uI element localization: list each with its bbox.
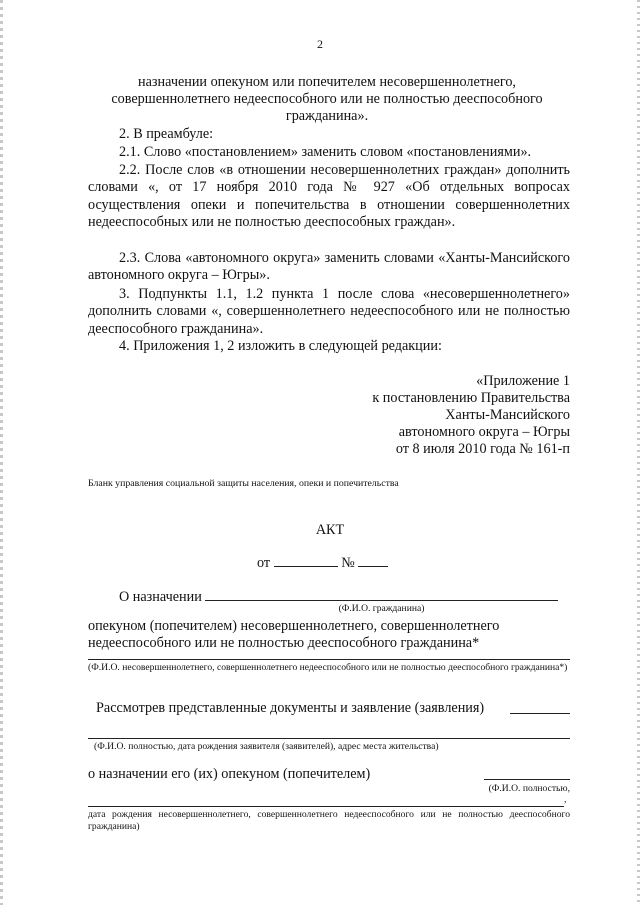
preamble-line-2: совершеннолетнего недееспособного или не полностью дееспособного <box>111 91 543 107</box>
considered-field[interactable] <box>510 713 570 714</box>
appoint-line: о назначении его (их) опекуном (попечителем) <box>88 766 371 782</box>
item-2-1: 2.1. Слово «постановлением» заменить словом «постановлениями». <box>119 144 532 160</box>
appendix-line-1: «Приложение 1 <box>476 373 570 389</box>
number-field[interactable] <box>358 554 388 567</box>
citizen-name-field[interactable] <box>205 600 558 601</box>
caption-citizen: (Ф.И.О. гражданина) <box>338 603 425 614</box>
blank-note: Бланк управления социальной защиты населения, опеки и попечительства <box>88 478 399 489</box>
caption-minor: (Ф.И.О. несовершеннолетнего, совершеннолетнего недееспособного или не полностью дееспособного гражданина*) <box>88 662 568 673</box>
caption-applicant: (Ф.И.О. полностью, дата рождения заявителя (заявителей), адрес места жительства) <box>94 741 439 752</box>
item-3: 3. Подпункты 1.1, 1.2 пункта 1 после слова «несовершеннолетнего» дополнить словами «, совершеннолетнего недееспособного или не полностью дееспособного гражданина». <box>88 286 570 337</box>
item-2-3: 2.3. Слова «автономного округа» заменить словами «Ханты-Мансийского автономного округа – Югры». <box>88 250 570 284</box>
minor-name-field[interactable] <box>88 659 570 660</box>
caption-full-name: (Ф.И.О. полностью, <box>488 783 570 794</box>
appointment-label: О назначении <box>119 589 202 605</box>
preamble-line-1: назначении опекуном или попечителем несовершеннолетнего, <box>138 74 516 90</box>
act-date-number-row <box>257 554 457 572</box>
applicant-field[interactable] <box>88 738 570 739</box>
considered-text: Рассмотрев представленные документы и заявление (заявления) <box>96 700 485 716</box>
from-label: от <box>257 555 271 571</box>
appendix-line-2: к постановлению Правительства <box>372 390 570 406</box>
guardian-name-field[interactable] <box>484 779 570 780</box>
guardian-line-1: опекуном (попечителем) несовершеннолетнего, совершеннолетнего <box>88 618 500 634</box>
appendix-line-5: от 8 июля 2010 года № 161-п <box>395 441 570 457</box>
appendix-line-3: Ханты-Мансийского <box>445 407 570 423</box>
guardian-line-2: недееспособного или не полностью дееспособного гражданина* <box>88 635 480 651</box>
item-2-2: 2.2. После слов «в отношении несовершеннолетних граждан» дополнить словами «, от 17 ноября 2010 года № 927 «Об отдельных вопросах осуществления опеки и попечительства в отношении совершеннолетних недееспособных или не полностью дееспособных граждан». <box>88 162 570 230</box>
scan-edge-left <box>0 0 3 905</box>
page-number: 2 <box>317 37 323 51</box>
date-field[interactable] <box>274 554 338 567</box>
preamble-line-3: гражданина». <box>285 108 369 124</box>
act-title: АКТ <box>315 522 345 538</box>
trailing-comma: , <box>564 794 567 805</box>
item-4: 4. Приложения 1, 2 изложить в следующей редакции: <box>119 338 442 354</box>
appendix-line-4: автономного округа – Югры <box>398 424 570 440</box>
caption-birth: дата рождения несовершеннолетнего, совершеннолетнего недееспособного или не полностью дееспособного гражданина) <box>88 809 570 832</box>
number-label: № <box>341 555 355 571</box>
item-2: 2. В преамбуле: <box>119 126 214 142</box>
birth-field[interactable] <box>88 806 564 807</box>
